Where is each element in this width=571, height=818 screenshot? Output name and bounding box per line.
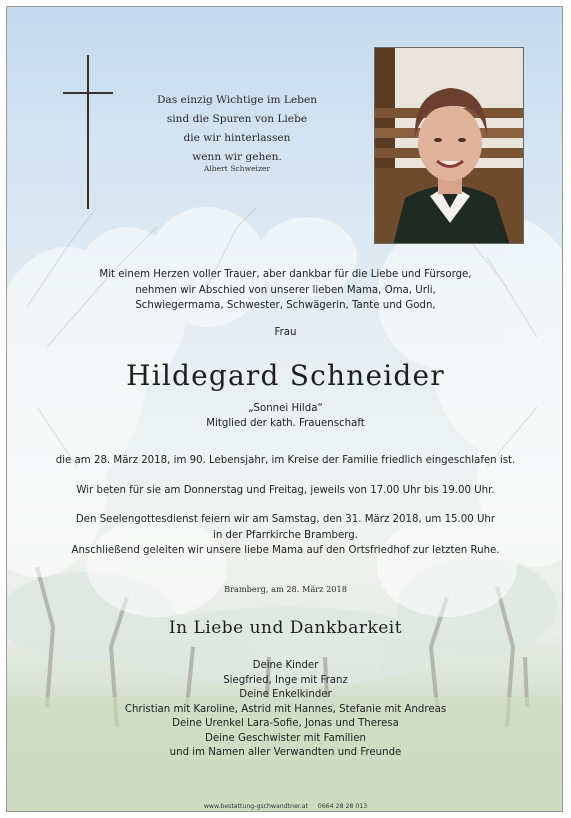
death-notice: die am 28. März 2018, im 90. Lebensjahr, im Kreise der Familie friedlich eingeschlafen ist. — [55, 455, 516, 466]
quote-author: Albert Schweizer — [203, 164, 271, 173]
mourners-list — [7, 659, 563, 761]
intro-line: Mit einem Herzen voller Trauer, aber dankbar für die Liebe und Fürsorge, — [99, 269, 472, 280]
quote-line: die wir hinterlassen — [183, 132, 291, 144]
mourner-line: Siegfried, Inge mit Franz — [223, 674, 348, 686]
nickname: „Sonnei Hilda“ — [248, 403, 323, 414]
cross-icon — [87, 55, 89, 209]
portrait-photo — [374, 47, 524, 244]
deceased-name: Hildegard Schneider — [126, 359, 445, 392]
mourner-line: Deine Kinder — [252, 660, 319, 671]
footer — [7, 803, 563, 810]
obituary-card — [6, 6, 563, 812]
funeral-line: in der Pfarrkirche Bramberg. — [213, 529, 358, 541]
title-word: Frau — [274, 327, 297, 338]
footer-phone: 0664 28 28 013 — [317, 803, 368, 810]
mourner-line: Deine Enkelkinder — [239, 689, 332, 700]
prayer-notice: Wir beten für sie am Donnerstag und Freitag, jeweils von 17.00 Uhr bis 19.00 Uhr. — [76, 485, 495, 496]
quote-block — [137, 91, 337, 167]
funeral-line: Anschließend geleiten wir unsere liebe Mama auf den Ortsfriedhof zur letzten Ruhe. — [71, 545, 500, 556]
place-date: Bramberg, am 28. März 2018 — [224, 584, 347, 594]
mourner-line: Deine Geschwister mit Familien — [205, 732, 366, 744]
funeral-notice — [7, 512, 563, 559]
quote-line: wenn wir gehen. — [192, 151, 282, 163]
intro-line: nehmen wir Abschied von unserer lieben Mama, Oma, Urli, — [135, 284, 436, 296]
funeral-line: Den Seelengottesdienst feiern wir am Samstag, den 31. März 2018, um 15.00 Uhr — [75, 514, 496, 525]
thanks-heading: In Liebe und Dankbarkeit — [168, 618, 403, 638]
membership: Mitglied der kath. Frauenschaft — [206, 418, 365, 429]
intro-text — [7, 267, 563, 314]
mourner-line: Deine Urenkel Lara-Sofie, Jonas und Theresa — [172, 718, 399, 729]
mourner-line: und im Namen aller Verwandten und Freunde — [169, 747, 402, 758]
footer-website[interactable]: www.bestattung-gschwandtner.at — [203, 803, 308, 810]
quote-line: Das einzig Wichtige im Leben — [156, 94, 318, 106]
quote-line: sind die Spuren von Liebe — [166, 113, 308, 125]
intro-line: Schwiegermama, Schwester, Schwägerin, Tante und Godn, — [135, 300, 436, 311]
mourner-line: Christian mit Karoline, Astrid mit Hannes, Stefanie mit Andreas — [124, 703, 447, 715]
cross-icon-bar — [63, 92, 113, 94]
